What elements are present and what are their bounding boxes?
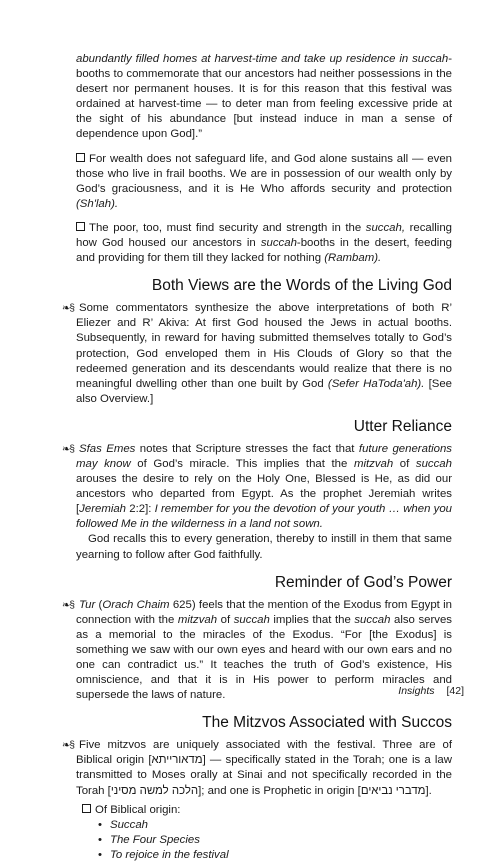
- text: also serves as a memorial to the miracles of the Exodus. “For [the Exodus] is something we saw with our own eyes and heard with our own ears and no one can contradict us.” It teaches the truth of God’s existence, His omniscience, and that it is in His power to perform miracles and supersede the laws of nature.: [76, 613, 452, 702]
- italic-text: Orach Chaim: [102, 598, 170, 611]
- italic-text: mitzvah: [177, 613, 218, 626]
- text: For wealth does not safeguard life, and God alone sustains all — even those who live in frail booths. We are in possession of our wealth only by God’s graciousness, and it is He Who affords security and protection: [76, 152, 452, 195]
- list-item-text: To rejoice in the festival: [110, 848, 229, 861]
- italic-text: succah: [233, 613, 270, 626]
- italic-text: succah: [354, 613, 391, 626]
- hebrew-text: מדברי נביאים: [360, 784, 426, 797]
- section-heading-reminder: Reminder of God’s Power: [274, 573, 452, 591]
- text: Five mitzvos are uniquely associated with the festival. Three are of Biblical origin [: [76, 739, 452, 767]
- hebrew-text: הלכה למשה מסיני: [110, 784, 199, 797]
- list-item-text: Succah: [110, 818, 148, 831]
- section2-paragraph-2: God recalls this to every generation, thereby to instill in them that same yearning to follow after God faithfully.: [76, 533, 452, 561]
- list-heading-text: Of Biblical origin:: [95, 803, 181, 816]
- text: (: [95, 598, 103, 611]
- italic-text: succah: [415, 457, 452, 470]
- page-number: [42]: [446, 685, 464, 697]
- text: [See also Overview.]: [76, 377, 452, 405]
- ornament-icon: ❧§: [62, 599, 74, 611]
- intro-paragraph-3: [76, 221, 452, 266]
- list-heading: [82, 803, 452, 818]
- section-heading-mitzvos: The Mitzvos Associated with Succos: [202, 714, 452, 732]
- square-bullet-icon: [76, 222, 85, 231]
- ornament-icon: ❧§: [62, 443, 74, 455]
- text: The poor, too, must find security and strength in the: [89, 221, 366, 234]
- italic-text: (Sefer HaToda'ah).: [327, 377, 425, 390]
- section-heading-both-views: Both Views are the Words of the Living God: [151, 277, 452, 295]
- text: arouses the desire to rely on the Holy One, Blessed is He, as did our ancestors who departed from Egypt. As the prophet Jeremiah writes [: [76, 473, 452, 516]
- italic-text: Jeremiah: [79, 503, 127, 516]
- text: notes that Scripture stresses the fact that: [135, 442, 359, 455]
- italic-text: abundantly filled homes at harvest-time and take up residence in succah: [76, 53, 449, 65]
- italic-text: (Sh'lah).: [76, 197, 119, 210]
- intro-paragraph-2: [76, 152, 452, 212]
- list-item: [98, 833, 452, 848]
- square-bullet-icon: [82, 804, 91, 813]
- text: -booths to commemorate that our ancestors had neither possessions in the desert nor permanent houses. It is for this reason that this festival was ordained at harvest-time — to deter man from feeling excessive pride at the sight of his abundance [but instead induce in man a sense of dependence upon God].”: [76, 53, 452, 141]
- ornament-icon: ❧§: [62, 740, 74, 752]
- list-item-text: The Four Species: [110, 833, 200, 846]
- ornament-icon: ❧§: [62, 303, 74, 315]
- italic-text: succah: [260, 237, 297, 250]
- square-bullet-icon: [76, 153, 85, 162]
- biblical-origin-list: [82, 803, 452, 863]
- text: of: [393, 457, 416, 470]
- section1-paragraph: [62, 301, 452, 407]
- italic-text: (Rambam).: [324, 252, 382, 265]
- text: 2:2]:: [126, 503, 155, 516]
- text: ]; and one is Prophetic in origin [: [198, 784, 361, 797]
- italic-text: Tur: [79, 598, 96, 611]
- text: 625) feels that the mention of the Exodus from Egypt in connection with the: [76, 598, 452, 626]
- section-heading-utter-reliance: Utter Reliance: [353, 417, 452, 435]
- list-item: [98, 818, 452, 833]
- italic-text: future generations may know: [76, 442, 452, 470]
- section4-paragraph: [62, 738, 452, 798]
- italic-text: Sfas Emes: [79, 442, 136, 455]
- italic-text: I remember for you the devotion of your youth … when you followed Me in the wilderness in a land not sown.: [76, 503, 452, 531]
- hebrew-text: מדאורייתא: [151, 754, 203, 767]
- list-item: [98, 848, 452, 863]
- text: ] — specifically stated in the Torah; one is a law transmitted to Moses orally at Sinai and not specifically recorded in the Torah [: [76, 754, 452, 797]
- text: recalling how God housed our ancestors in: [76, 221, 452, 250]
- text: implies that the: [269, 613, 355, 626]
- intro-paragraph-1: [76, 52, 452, 143]
- text: of God’s miracle. This implies that the: [130, 457, 354, 470]
- italic-text: mitzvah: [353, 457, 394, 470]
- text: -booths in the desert, feeding and providing for them till they lacked for nothing: [76, 237, 452, 265]
- mitzvos-list: [82, 818, 452, 863]
- text: of: [217, 613, 234, 626]
- footer-label: Insights: [398, 685, 435, 697]
- page-footer: [0, 684, 500, 699]
- text: Some commentators synthesize the above interpretations of both R’ Eliezer and R’ Akiva: At first God housed the Jews in actual booths. Subsequently, in reward for having submitted themselves totally to God’s protection, God enveloped them in His Clouds of Glory so that the redeemed generation and its descendants would realize that there is no meaningful dwelling other than one built by God: [76, 302, 452, 390]
- section2-paragraph-1: [62, 442, 452, 533]
- text: ].: [425, 784, 432, 797]
- italic-text: succah,: [365, 221, 406, 234]
